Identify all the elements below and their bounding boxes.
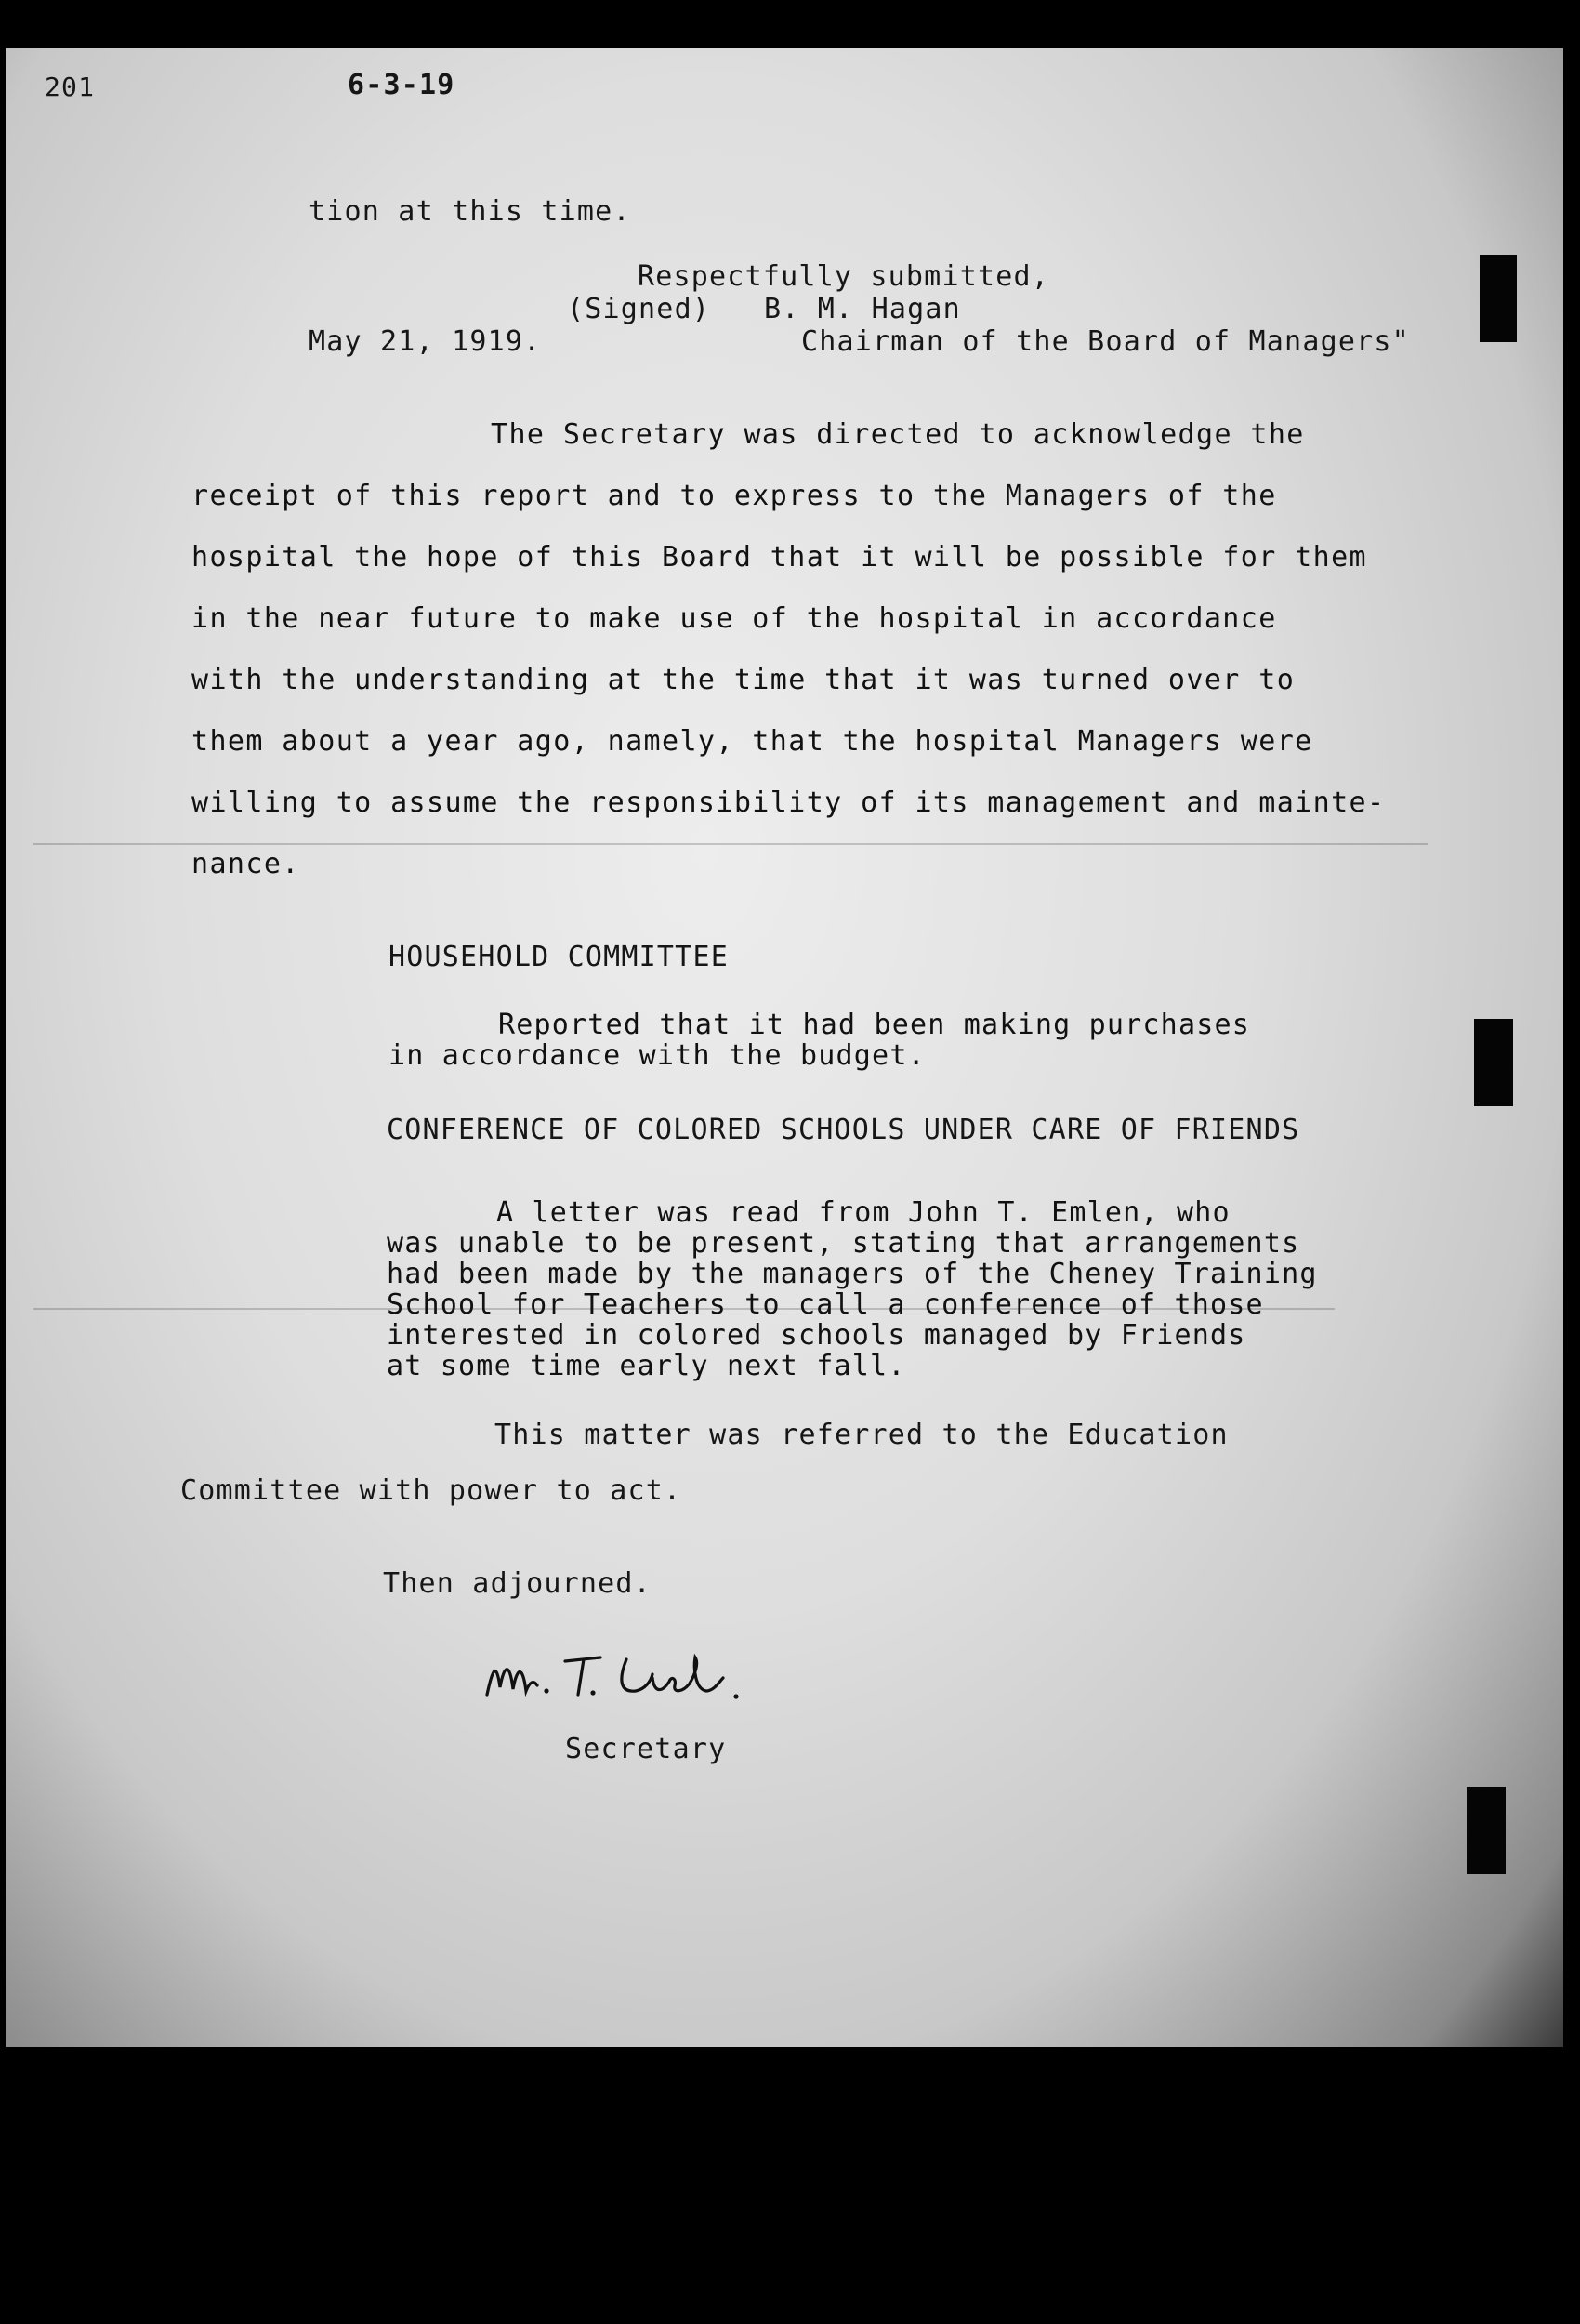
respectfully-submitted: Respectfully submitted, bbox=[638, 260, 1050, 293]
household-line: Reported that it had been making purchases bbox=[498, 1009, 1250, 1041]
registration-mark bbox=[1467, 1787, 1506, 1874]
paragraph-line: willing to assume the responsibility of its management and mainte- bbox=[191, 786, 1386, 819]
report-date: May 21, 1919. bbox=[309, 325, 542, 358]
paragraph-line: in the near future to make use of the hospital in accordance bbox=[191, 602, 1277, 635]
paragraph-line: with the understanding at the time that it was turned over to bbox=[191, 664, 1296, 696]
secretary-title: Secretary bbox=[565, 1733, 727, 1765]
conference-line: A letter was read from John T. Emlen, who bbox=[496, 1196, 1231, 1229]
paragraph-line: nance. bbox=[191, 848, 300, 880]
paragraph-line: hospital the hope of this Board that it will be possible for them bbox=[191, 541, 1367, 574]
referral-line-1: This matter was referred to the Education bbox=[494, 1419, 1229, 1451]
referral-line-2: Committee with power to act. bbox=[180, 1474, 682, 1507]
secretary-paragraph bbox=[191, 418, 1455, 909]
paragraph-line: The Secretary was directed to acknowledge the bbox=[491, 418, 1305, 451]
handwritten-signature bbox=[480, 1641, 786, 1715]
paragraph-line: them about a year ago, namely, that the hospital Managers were bbox=[191, 725, 1313, 758]
page-number: 201 bbox=[45, 72, 96, 102]
conference-line: interested in colored schools managed by Friends bbox=[387, 1319, 1246, 1352]
signer-name: B. M. Hagan bbox=[764, 293, 961, 325]
signed-note: (Signed) bbox=[567, 293, 711, 325]
page-date: 6-3-19 bbox=[348, 69, 455, 101]
registration-mark bbox=[1474, 1019, 1513, 1106]
conference-line: had been made by the managers of the Cheney Training bbox=[387, 1258, 1318, 1290]
paper-sheet bbox=[6, 48, 1563, 2047]
continuation-line: tion at this time. bbox=[309, 195, 631, 228]
conference-line: School for Teachers to call a conference of those bbox=[387, 1288, 1264, 1321]
household-line: in accordance with the budget. bbox=[388, 1039, 926, 1072]
household-report bbox=[388, 1010, 1250, 1071]
section-heading-household: HOUSEHOLD COMMITTEE bbox=[388, 941, 729, 973]
adjourned-line: Then adjourned. bbox=[383, 1567, 652, 1600]
conference-letter bbox=[387, 1197, 1318, 1381]
signer-title: Chairman of the Board of Managers" bbox=[801, 325, 1410, 358]
section-heading-conference: CONFERENCE OF COLORED SCHOOLS UNDER CARE OF FRIENDS bbox=[387, 1114, 1300, 1146]
conference-line: was unable to be present, stating that arrangements bbox=[387, 1227, 1300, 1260]
paragraph-line: receipt of this report and to express to the Managers of the bbox=[191, 480, 1277, 512]
registration-mark bbox=[1480, 255, 1517, 342]
conference-line: at some time early next fall. bbox=[387, 1350, 906, 1382]
